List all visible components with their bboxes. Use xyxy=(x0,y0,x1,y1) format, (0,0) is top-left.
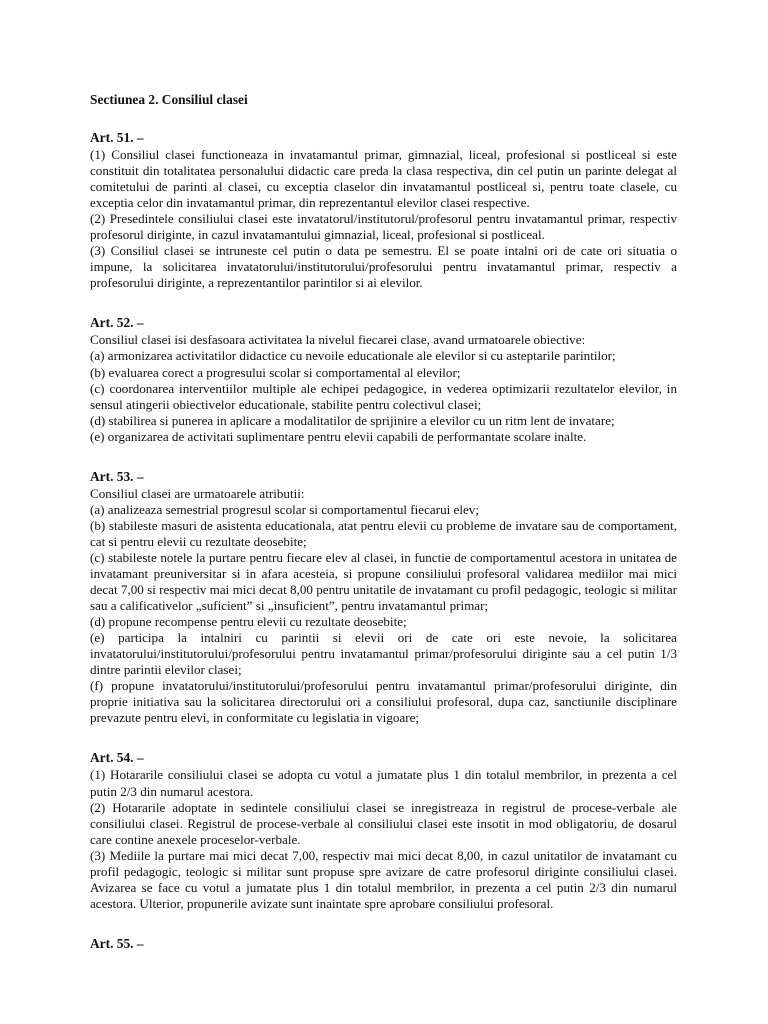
paragraph: (b) evaluarea corect a progresului scolar si comportamental al elevilor; xyxy=(90,364,461,380)
paragraph: Consiliul clasei are urmatoarele atributii: xyxy=(90,485,305,501)
paragraph: (e) organizarea de activitati suplimentare pentru elevii capabili de performantate scolare inalte. xyxy=(90,428,587,444)
paragraph: (f) propune invatatorului/institutorului/profesorului pentru invatamantul primar/profesorului diriginte, din proprie initiativa sau la solicitarea directorului ori a consiliului profesoral, dupa caz, sanctiunile disciplinare prevazute pentru elevi, in conformitate cu legislatia in vigoare; xyxy=(90,678,677,726)
paragraph: (1) Consiliul clasei functioneaza in invatamantul primar, gimnazial, liceal, profesional si postliceal si este constituit din totalitatea personalului didactic care preda la clasa respectiva, din cel putin un parinte delegat al comitetului de parinti al clasei, cu exceptia claselor din invatamantul postliceal si, pentru toate clasele, cu exceptia celor din invatamantul primar, din reprezentantul elevilor clasei respective. xyxy=(90,147,677,211)
article-51 xyxy=(90,130,677,291)
paragraph: (d) stabilirea si punerea in aplicare a modalitatilor de sprijinire a elevilor cu un ritm lent de invatare; xyxy=(90,412,615,428)
article-53 xyxy=(90,469,677,727)
paragraph: (c) coordonarea interventiilor multiple ale echipei pedagogice, in vederea optimizarii rezultatelor elevilor, in sensul atingerii obiectivelor educationale, stabilite pentru colectivul clasei; xyxy=(90,380,677,412)
article-heading: Art. 51. – xyxy=(90,130,144,145)
paragraph: (a) armonizarea activitatilor didactice cu nevoile educationale ale elevilor si cu asteptarile parintilor; xyxy=(90,348,616,364)
paragraph: (b) stabileste masuri de asistenta educationala, atat pentru elevii cu probleme de invatare sau de comportament, cat si pentru elevii cu rezultate deosebite; xyxy=(90,517,677,549)
article-54 xyxy=(90,750,677,911)
paragraph: (d) propune recompense pentru elevii cu rezultate deosebite; xyxy=(90,614,407,630)
paragraph: (a) analizeaza semestrial progresul scolar si comportamentul fiecarui elev; xyxy=(90,501,479,517)
article-52 xyxy=(90,315,677,444)
section-title: Sectiunea 2. Consiliul clasei xyxy=(90,92,248,107)
paragraph: Consiliul clasei isi desfasoara activitatea la nivelul fiecarei clase, avand urmatoarele obiective: xyxy=(90,332,586,348)
paragraph: (2) Hotararile adoptate in sedintele consiliului clasei se inregistreaza in registrul de procese-verbale ale consiliului clasei. Registrul de procese-verbale al consiliului clasei este insotit in mod obligatoriu, de dosarul care contine anexele proceselor-verbale. xyxy=(90,799,677,847)
article-55 xyxy=(90,936,677,952)
paragraph: (3) Mediile la purtare mai mici decat 7,00, respectiv mai mici decat 8,00, in cazul unitatilor de invatamant cu profil pedagogic, teologic si militar sunt propuse spre avizare de catre profesorul diriginte consiliului clasei. Avizarea se face cu votul a jumatate plus 1 din totalul membrilor, in prezenta a cel putin 2/3 din numarul acestora. Ulterior, propunerile avizate sunt inaintate spre aprobare consiliului profesoral. xyxy=(90,847,677,911)
paragraph: (1) Hotararile consiliului clasei se adopta cu votul a jumatate plus 1 din totalul membrilor, in prezenta a cel putin 2/3 din numarul acestora. xyxy=(90,767,677,799)
paragraph: (e) participa la intalniri cu parintii si elevii ori de cate ori este nevoie, la solicitarea invatatorului/institutorului/profesorului pentru invatamantul primar/profesorului diriginte sau a cel putin 1/3 dintre parintii elevilor clasei; xyxy=(90,630,677,678)
paragraph: (c) stabileste notele la purtare pentru fiecare elev al clasei, in functie de comportamentul acestora in unitatea de invatamant preuniversitar si in afara acesteia, si propune consiliului profesoral validarea mediilor mai mici decat 7,00 si respectiv mai mici decat 8,00 pentru unitatile de invatamant cu profil pedagogic, teologic si militar sau a calificativelor „suficient” si „insuficient”, pentru invatamantul primar; xyxy=(90,549,677,614)
paragraph: (2) Presedintele consiliului clasei este invatatorul/institutorul/profesorul pentru invatamantul primar, respectiv profesorul diriginte, in cazul invatamantului gimnazial, liceal, profesional si postliceal. xyxy=(90,211,677,243)
paragraph: (3) Consiliul clasei se intruneste cel putin o data pe semestru. El se poate intalni ori de cate ori situatia o impune, la solicitarea invatatorului/institutorului/profesorului pentru invatamantul primar, respectiv a profesorului diriginte, a reprezentantilor parintilor si ai elevilor. xyxy=(90,243,677,291)
article-heading: Art. 52. – xyxy=(90,315,144,331)
article-heading: Art. 55. – xyxy=(90,935,144,951)
article-heading: Art. 54. – xyxy=(90,750,144,766)
article-heading: Art. 53. – xyxy=(90,468,144,484)
